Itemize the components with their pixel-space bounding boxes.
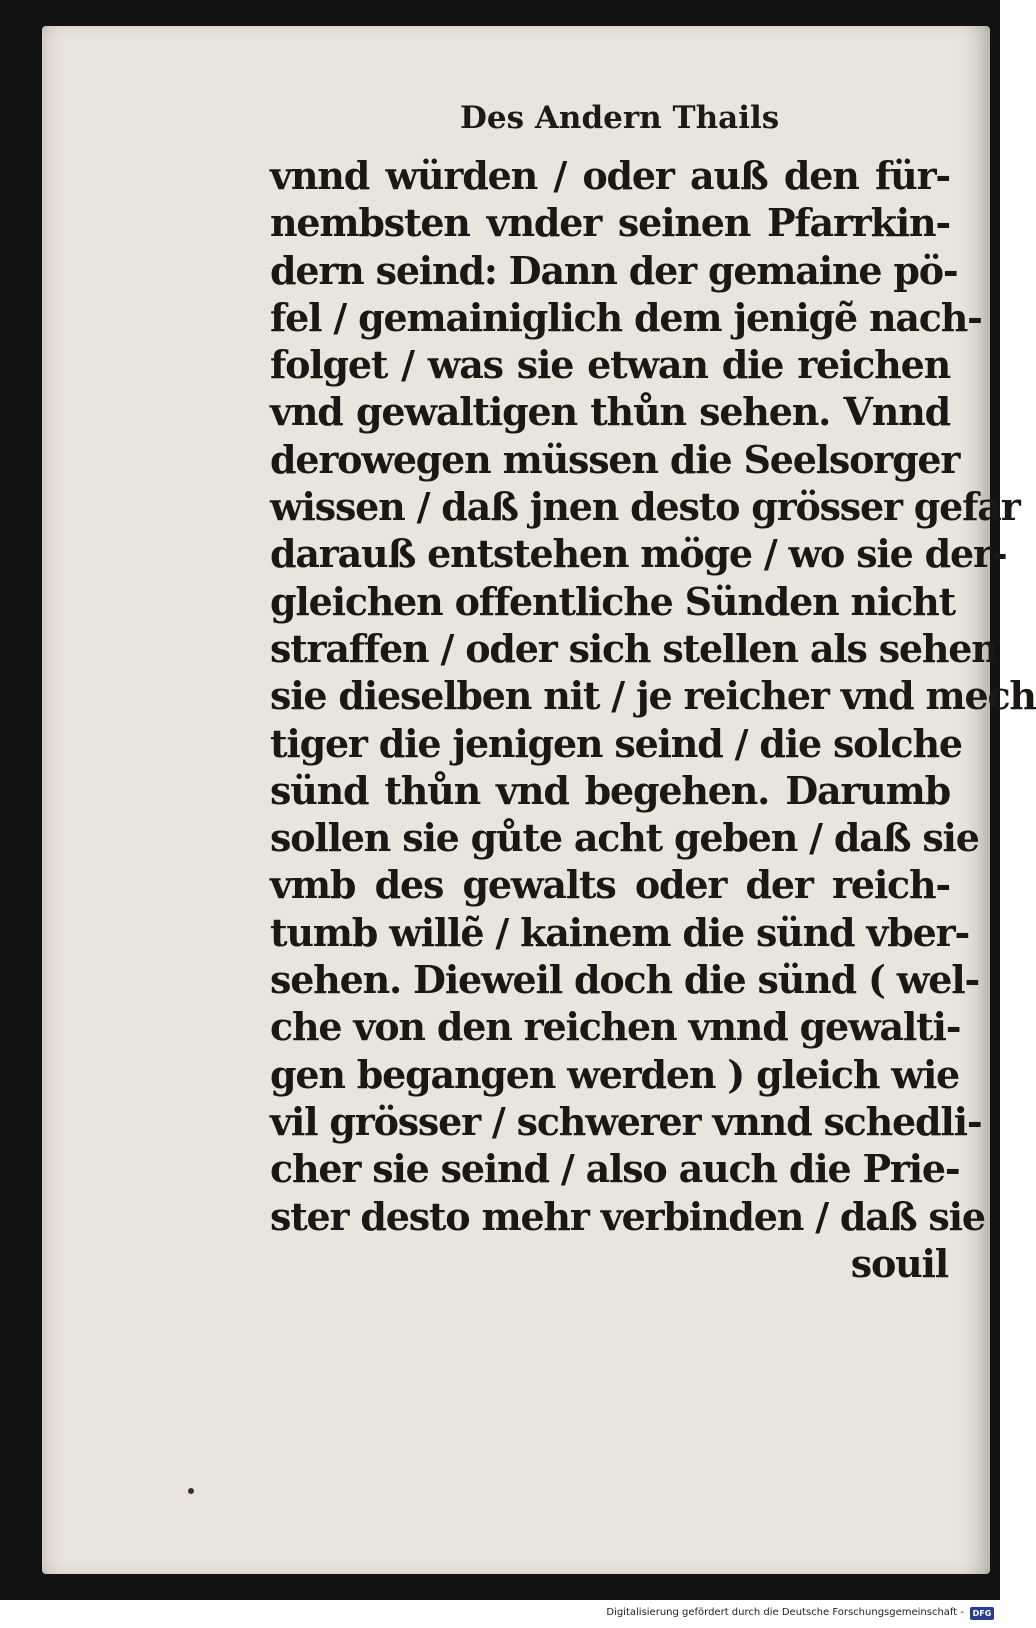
footer-bar	[0, 1600, 1000, 1628]
text-line: gen begangen werden ) gleich wie	[270, 1051, 960, 1097]
text-line: tumb willẽ / kainem die sünd vber-	[270, 909, 970, 955]
text-line: vnnd würden / oder auß den für-	[270, 153, 950, 198]
text-line: straffen / oder sich stellen als sehen	[270, 625, 998, 671]
text-line: sie dieselben nit / je reicher vnd mech	[270, 673, 1036, 719]
text-line: nembsten vnder seinen Pfarrkin-	[270, 200, 950, 246]
text-line: cher sie seind / also auch die Prie-	[270, 1146, 960, 1192]
running-head: Des Andern Thails	[460, 100, 780, 136]
text-line: che von den reichen vnnd gewalti-	[270, 1004, 961, 1050]
text-line: darauß entstehen möge / wo sie der-	[270, 531, 1007, 577]
text-block	[270, 152, 1036, 1338]
footer-credit: Digitalisierung gefördert durch die Deutsche Forschungsgemeinschaft -	[606, 1607, 964, 1618]
text-line: sollen sie gůte acht geben / daß sie	[270, 815, 979, 861]
text-line: fel / gemainiglich dem jenigẽ nach-	[270, 294, 982, 340]
dfg-logo-icon: DFG	[970, 1607, 994, 1620]
text-line: vil grösser / schwerer vnnd schedli-	[270, 1098, 982, 1144]
text-line: derowegen müssen die Seelsorger	[270, 436, 960, 482]
text-line: vmb des gewalts oder der reich-	[270, 862, 950, 908]
catchword: souil	[850, 1240, 948, 1286]
text-line: wissen / daß jnen desto grösser gefar	[270, 484, 1020, 530]
ink-speck	[188, 1488, 194, 1494]
text-line: tiger die jenigen seind / die solche	[270, 720, 962, 766]
text-line: ster desto mehr verbinden / daß sie	[270, 1193, 985, 1239]
text-line: folget / was sie etwan die reichen	[270, 342, 950, 388]
text-line: sehen. Dieweil doch die sünd ( wel-	[270, 957, 980, 1003]
text-line: sünd thůn vnd begehen. Darumb	[270, 767, 950, 813]
text-line: dern seind: Dann der gemaine pö-	[270, 247, 958, 293]
text-line: gleichen offentliche Sünden nicht	[270, 578, 955, 624]
text-line: vnd gewaltigen thůn sehen. Vnnd	[270, 389, 950, 435]
